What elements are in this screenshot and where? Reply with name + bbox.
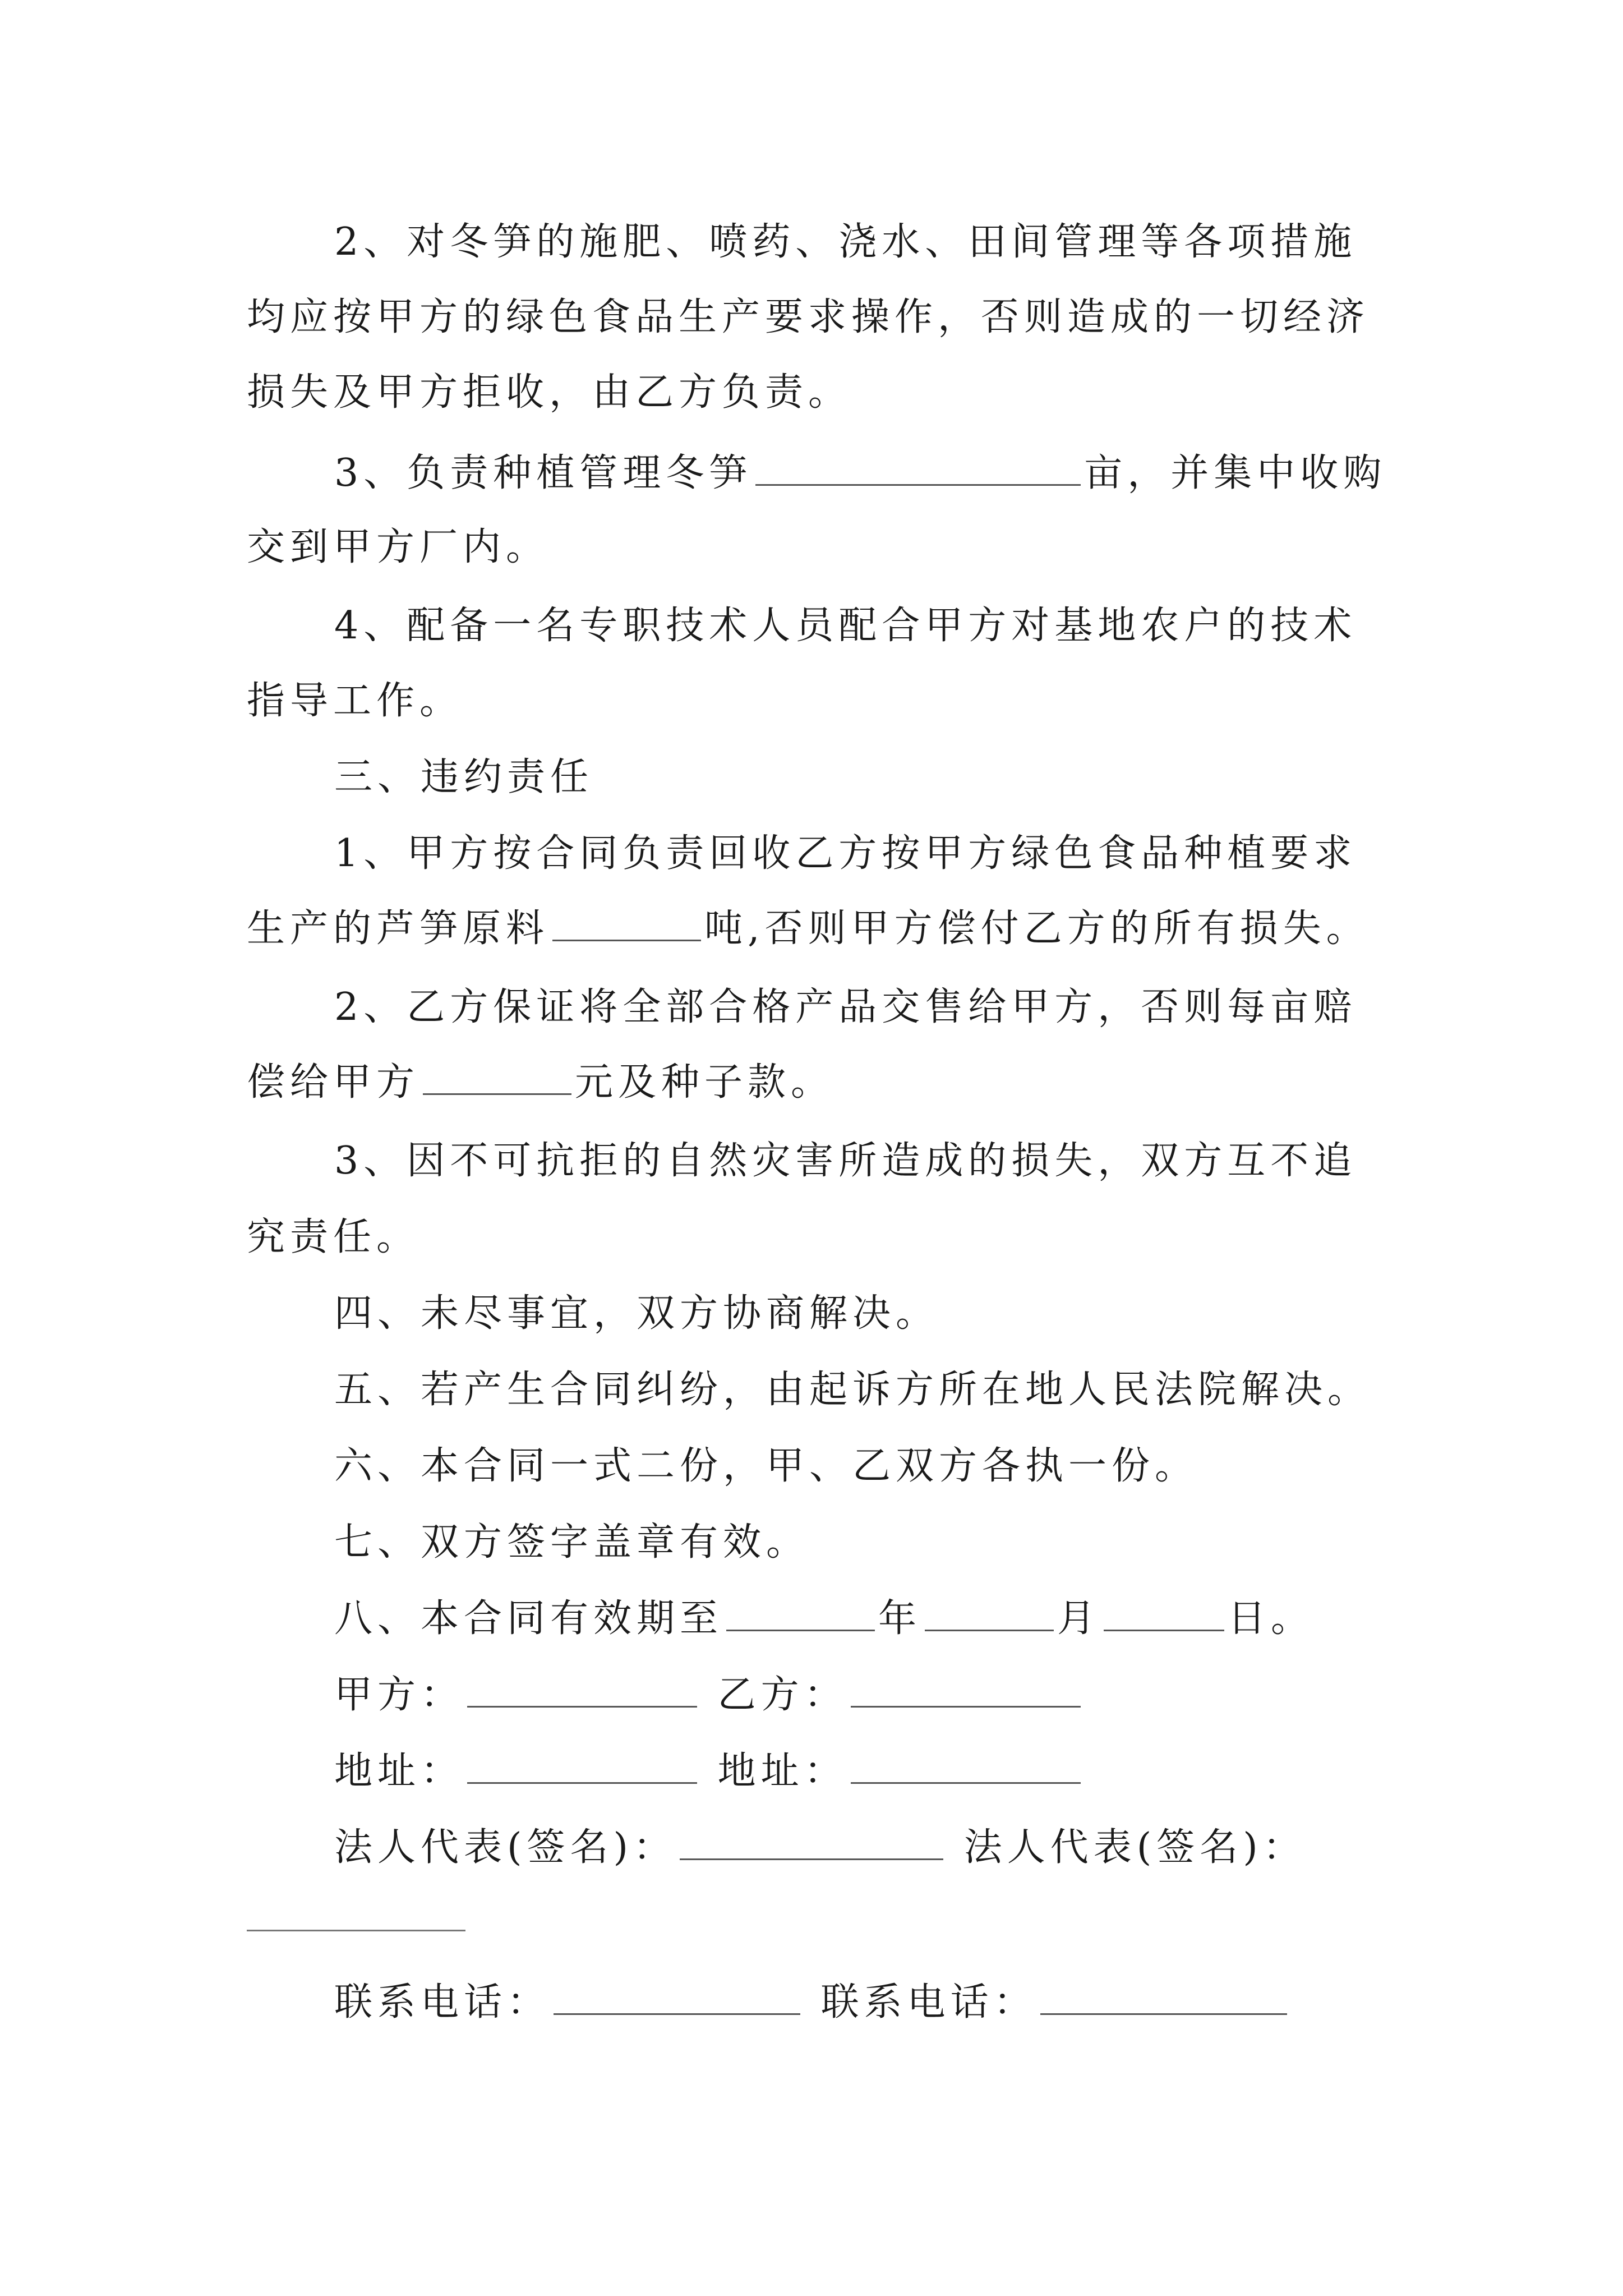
expiry-month-blank[interactable]	[925, 1595, 1054, 1631]
party-a-label: 甲方：	[334, 1673, 464, 1717]
clause-3-text-after: 亩，并集中收购	[1084, 451, 1387, 495]
clause-2-line-2: 均应按甲方的绿色食品生产要求操作，否则造成的一切经济	[247, 295, 1370, 339]
item-1-text-before: 生产的芦笋原料	[247, 907, 550, 951]
party-a-legal-rep-label: 法人代表(签名)：	[334, 1825, 677, 1870]
expiry-day-blank[interactable]	[1104, 1595, 1224, 1631]
section-3-item-3-line-1: 3、因不可抗拒的自然灾害所造成的损失，双方互不追	[334, 1139, 1357, 1183]
party-a-blank[interactable]	[467, 1671, 697, 1708]
expiry-year-blank[interactable]	[726, 1595, 875, 1631]
clause-3-line-2: 交到甲方厂内。	[247, 525, 550, 569]
section-5: 五、若产生合同纠纷，由起诉方所在地人民法院解决。	[334, 1368, 1371, 1412]
party-a-phone-label: 联系电话：	[334, 1980, 551, 2024]
section-4: 四、未尽事宜，双方协商解决。	[334, 1291, 939, 1336]
clause-3-text-before: 3、负责种植管理冬笋	[334, 451, 753, 495]
party-a-legal-rep-blank[interactable]	[680, 1824, 943, 1860]
party-b-phone-label: 联系电话：	[820, 1980, 1037, 2024]
acreage-blank[interactable]	[755, 449, 1081, 486]
item-2-text-after: 元及种子款。	[575, 1060, 834, 1105]
phone-row	[334, 1975, 1290, 2031]
clause-4-line-2: 指导工作。	[247, 679, 463, 723]
day-label: 日。	[1228, 1596, 1315, 1641]
party-b-legal-rep-blank[interactable]	[247, 1930, 465, 1931]
clause-2-line-1: 2、对冬笋的施肥、喷药、浇水、田间管理等各项措施	[334, 220, 1357, 264]
compensation-amount-blank[interactable]	[423, 1059, 571, 1095]
address-row	[334, 1743, 1084, 1800]
section-8-text: 八、本合同有效期至	[334, 1596, 723, 1641]
party-b-address-blank[interactable]	[851, 1747, 1081, 1784]
clause-3-line-1	[334, 445, 1386, 501]
party-b-legal-rep-label: 法人代表(签名)：	[963, 1825, 1306, 1870]
section-3-heading: 三、违约责任	[334, 755, 594, 799]
section-3-item-2-line-1: 2、乙方保证将全部合格产品交售给甲方，否则每亩赔	[334, 985, 1357, 1029]
year-label: 年	[878, 1596, 922, 1641]
section-3-item-1-line-2	[247, 901, 1370, 957]
section-6: 六、本合同一式二份，甲、乙双方各执一份。	[334, 1444, 1198, 1488]
section-8	[334, 1591, 1314, 1647]
party-b-label: 乙方：	[717, 1673, 847, 1717]
section-3-item-1-line-1: 1、甲方按合同负责回收乙方按甲方绿色食品种植要求	[334, 831, 1357, 876]
party-a-phone-blank[interactable]	[554, 1978, 800, 2015]
section-3-item-3-line-2: 究责任。	[247, 1215, 420, 1259]
legal-rep-row	[334, 1820, 1306, 1876]
party-a-address-blank[interactable]	[467, 1747, 697, 1784]
party-row	[334, 1667, 1084, 1723]
item-1-text-after: 吨,否则甲方偿付乙方的所有损失。	[704, 907, 1370, 951]
section-3-item-2-line-2	[247, 1055, 834, 1111]
section-7: 七、双方签字盖章有效。	[334, 1520, 810, 1565]
item-2-text-before: 偿给甲方	[247, 1060, 420, 1105]
party-b-phone-blank[interactable]	[1040, 1978, 1287, 2015]
party-b-address-label: 地址：	[717, 1749, 847, 1793]
month-label: 月	[1057, 1596, 1101, 1641]
clause-2-line-3: 损失及甲方拒收，由乙方负责。	[247, 370, 852, 415]
clause-4-line-1: 4、配备一名专职技术人员配合甲方对基地农户的技术	[334, 604, 1357, 648]
party-a-address-label: 地址：	[334, 1749, 464, 1793]
tonnage-blank[interactable]	[552, 905, 701, 941]
party-b-blank[interactable]	[851, 1671, 1081, 1708]
